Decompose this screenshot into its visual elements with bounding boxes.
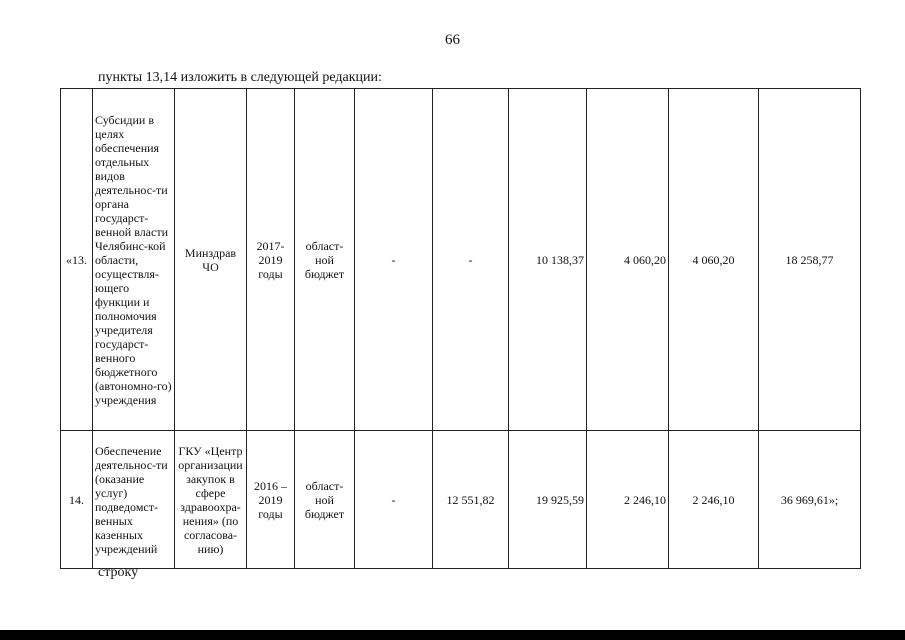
table-row [61,431,861,569]
page-number: 66 [445,32,460,48]
row-value-col2: 12 551,82 [433,431,509,569]
row-name: Субсидии в целях обеспечения отдельных видов деятельнос-ти органа государст-венной власти Челябинс-кой области, осуществля-ющего функции и полномочия учредителя государст-венного бюджетного (автономно-го) учреждения [93,89,175,431]
row-total: 36 969,61»; [759,431,861,569]
row-executor: ГКУ «Центр организации закупок в сфере здравоохра-нения» (по согласова-нию) [175,431,247,569]
row-value-col4: 4 060,20 [587,89,669,431]
row-value-col3: 19 925,59 [509,431,587,569]
table-row [61,89,861,431]
budget-table [60,88,861,569]
row-period: 2016 – 2019 годы [254,478,287,521]
row-number: 14. [61,431,93,569]
row-number: «13. [61,89,93,431]
row-period: 2017-2019 годы [256,238,285,281]
scan-edge-bar [0,630,905,640]
row-value-col2: - [433,89,509,431]
row-source: област-ной бюджет [295,89,355,431]
row-total: 18 258,77 [759,89,861,431]
row-value-col1: - [355,89,433,431]
intro-text: пункты 13,14 изложить в следующей редакции: [98,70,382,85]
row-value-col5: 4 060,20 [669,89,759,431]
row-value-col5: 2 246,10 [669,431,759,569]
footer-text: строку [98,565,139,580]
row-value-col4: 2 246,10 [587,431,669,569]
row-value-col3: 10 138,37 [509,89,587,431]
row-name: Обеспечение деятельнос-ти (оказание услуг) подведомст-венных казенных учреждений [93,431,175,569]
row-source: област-ной бюджет [295,431,355,569]
row-executor: Минздрав ЧО [175,89,247,431]
row-value-col1: - [355,431,433,569]
